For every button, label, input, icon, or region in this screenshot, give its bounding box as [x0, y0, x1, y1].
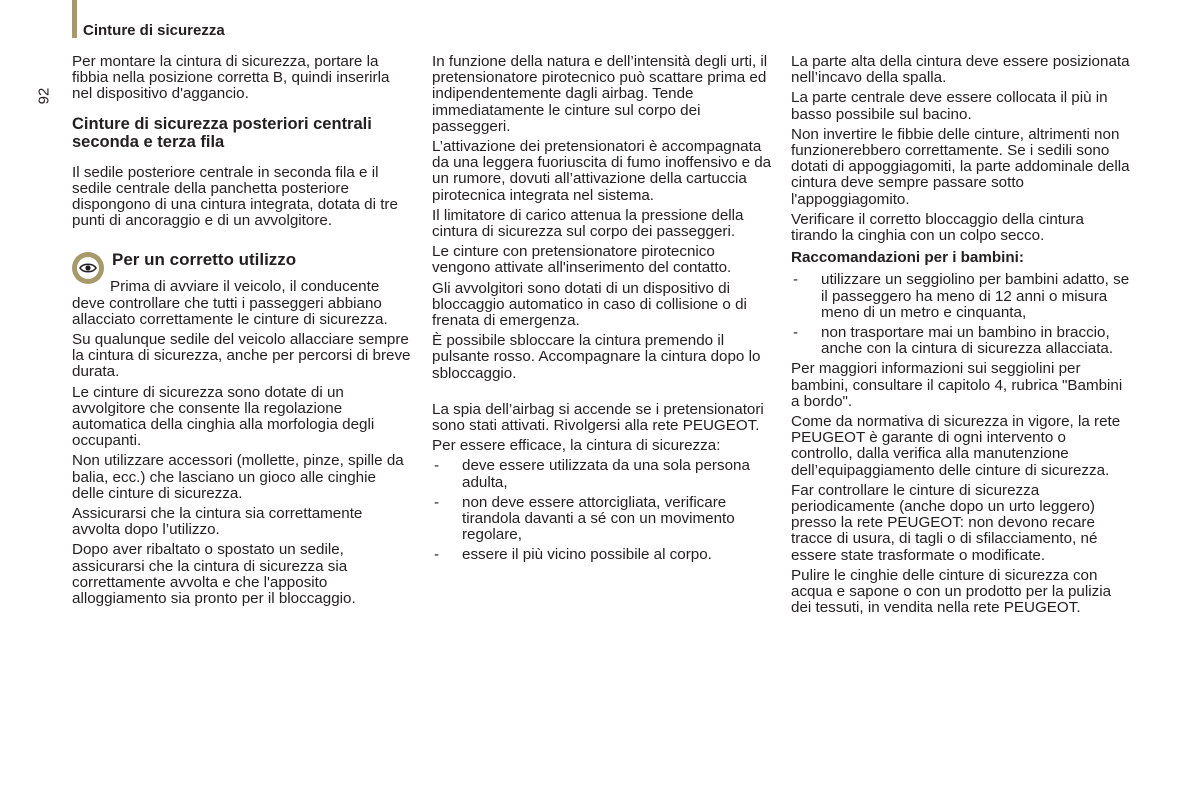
- list-item: - non deve essere attorcigliata, verificare tirandola davanti a sé con un movimento regolare,: [432, 495, 772, 544]
- list-item: - essere il più vicino possibile al corpo.: [432, 547, 772, 563]
- list-item: - non trasportare mai un bambino in braccio, anche con la cintura di sicurezza allacciata.: [791, 325, 1131, 357]
- list-item: - deve essere utilizzata da una sola persona adulta,: [432, 458, 772, 490]
- usage-paragraph: Su qualunque sedile del veicolo allacciare sempre la cintura di sicurezza, anche per percorsi di breve durata.: [72, 331, 411, 381]
- efficacy-paragraph: Per essere efficace, la cintura di sicurezza:: [432, 437, 721, 455]
- usage-heading: Per un corretto utilizzo: [112, 250, 297, 270]
- usage-notice: [72, 251, 412, 607]
- pretensioner-paragraph: Le cinture con pretensionatore pirotecnico vengono attivate all'inserimento del contatto.: [432, 243, 732, 277]
- rear-belts-heading: Cinture di sicurezza posteriori centrali seconda e terza fila: [72, 114, 372, 151]
- positioning-paragraph: La parte centrale deve essere collocata il più in basso possibile sul bacino.: [791, 89, 1108, 123]
- airbag-paragraph: La spia dell’airbag si accende se i pretensionatori sono stati attivati. Rivolgersi alla rete PEUGEOT.: [432, 400, 764, 435]
- pretensioner-paragraph: L’attivazione dei pretensionatori è accompagnata da una leggera fuoriuscita di fumo inoffensivo e da un rumore, dovuti all’attivazione della cartuccia pirotecnica integrata nel sistema.: [432, 138, 772, 204]
- positioning-paragraph: Verificare il corretto bloccaggio della cintura tirando la cinghia con un colpo secco.: [791, 210, 1084, 245]
- usage-paragraph: Non utilizzare accessori (mollette, pinze, spille da balia, ecc.) che lasciano un gioco alle cinghie delle cinture di sicurezza.: [72, 452, 404, 502]
- positioning-paragraph: La parte alta della cintura deve essere posizionata nell’incavo della spalla.: [791, 53, 1130, 87]
- header-accent-bar: [72, 0, 77, 38]
- children-list: [791, 272, 1131, 357]
- pretensioner-paragraph: Gli avvolgitori sono dotati di un dispositivo di bloccaggio automatico in caso di collisione o di frenata di emergenza.: [432, 279, 747, 330]
- list-item: - utilizzare un seggiolino per bambini adatto, se il passeggero ha meno di 12 anni o misura meno di un metro e cinquanta,: [791, 272, 1131, 321]
- intro-paragraph: Per montare la cintura di sicurezza, portare la fibbia nella posizione corretta B, quindi inserirla nel dispositivo d'aggancio.: [72, 53, 390, 103]
- children-heading: Raccomandazioni per i bambini:: [791, 249, 1024, 267]
- pretensioner-paragraph: Il limitatore di carico attenua la pressione della cintura di sicurezza sul corpo dei passeggeri.: [432, 206, 744, 241]
- usage-paragraph: Le cinture di sicurezza sono dotate di un avvolgitore che consente lla regolazione automatica della cinghia alla morfologia degli occupanti.: [72, 383, 375, 450]
- positioning-paragraph: Non invertire le fibbie delle cinture, altrimenti non funzionerebbero correttamente. Se i sedili sono dotati di appoggiagomiti, la parte addominale della cintura deve sempre passare sotto l'appoggiagomito.: [791, 125, 1130, 208]
- page-number: 92: [35, 87, 53, 105]
- column-1: [72, 54, 412, 611]
- maintenance-paragraph: Pulire le cinghie delle cinture di sicurezza con acqua e sapone o con un prodotto per la pulizia dei tessuti, in vendita nella rete PEUGEOT.: [791, 566, 1112, 617]
- rear-belts-paragraph: Il sedile posteriore centrale in seconda fila e il sedile centrale della panchetta posteriore dispongono di una cintura integrata, dotata di tre punti di ancoraggio e di un avvolgitore.: [72, 163, 398, 230]
- usage-paragraph: Prima di avviare il veicolo, il conducente deve controllare che tutti i passeggeri abbiano allacciato correttamente le cinture di sicurezza.: [72, 278, 388, 328]
- column-2: [432, 54, 772, 568]
- paragraph-gap: [432, 386, 772, 402]
- section-title: Cinture di sicurezza: [83, 22, 225, 39]
- maintenance-paragraph: Come da normativa di sicurezza in vigore, la rete PEUGEOT è garante di ogni intervento o controllo, dalla verifica alla manutenzione dell’equipaggiamento delle cinture di sicurezza.: [791, 413, 1121, 479]
- usage-paragraph: Assicurarsi che la cintura sia correttamente avvolta dopo l’utilizzo.: [72, 505, 363, 539]
- usage-paragraph: Dopo aver ribaltato o spostato un sedile, assicurarsi che la cintura di sicurezza sia correttamente avvolta e che l'apposito alloggiamento sia pronto per il bloccaggio.: [72, 541, 356, 608]
- maintenance-paragraph: Far controllare le cinture di sicurezza periodicamente (anche dopo un urto leggero) presso la rete PEUGEOT: non devono recare tracce di usura, di tagli o di sfilacciamento, né essere state trasformate o modificate.: [791, 481, 1098, 564]
- pretensioner-paragraph: È possibile sbloccare la cintura premendo il pulsante rosso. Accompagnare la cintura dopo lo sbloccaggio.: [432, 332, 761, 382]
- efficacy-list: [432, 458, 772, 563]
- column-3: [791, 54, 1131, 621]
- maintenance-paragraph: Per maggiori informazioni sui seggiolini per bambini, consultare il capitolo 4, rubrica "Bambini a bordo".: [791, 360, 1123, 410]
- pretensioner-paragraph: In funzione della natura e dell’intensità degli urti, il pretensionatore pirotecnico può scattare prima ed indipendentemente dagli airbag. Tende immediatamente le cinture sul corpo dei passeggeri.: [432, 53, 768, 135]
